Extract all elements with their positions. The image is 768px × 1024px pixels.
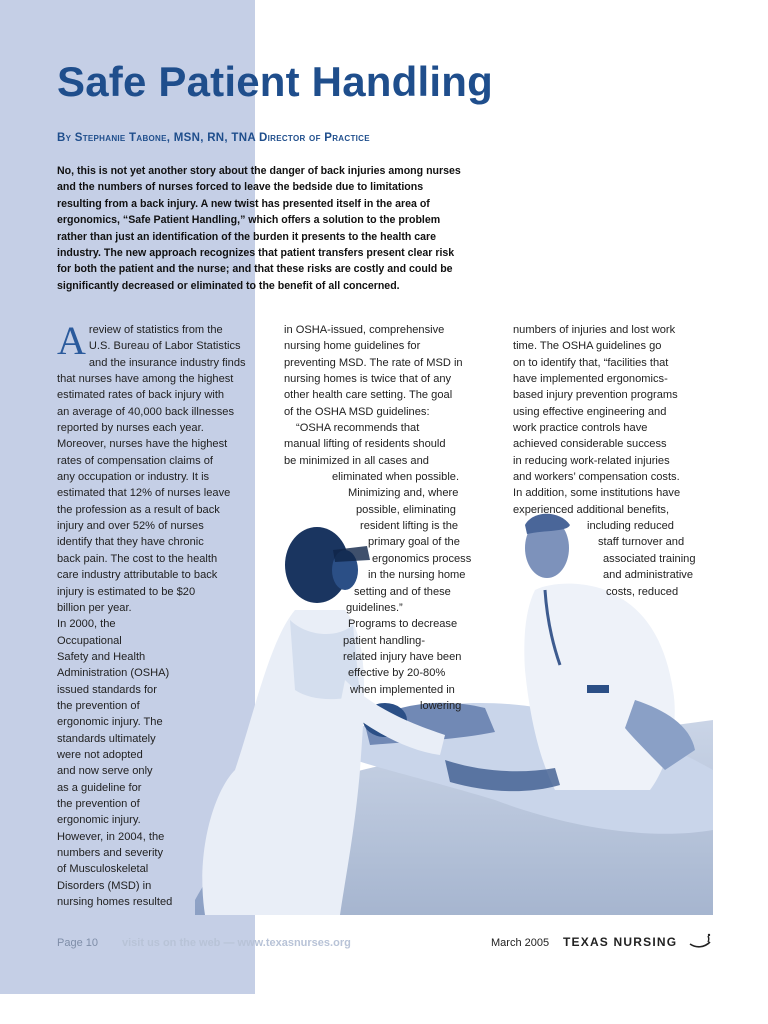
- col3-line: costs, reduced: [606, 585, 679, 598]
- column-1-text: [57, 318, 262, 910]
- col3-line: in reducing work-related injuries: [513, 454, 670, 467]
- col3-line: using effective engineering and: [513, 405, 667, 418]
- column-1-line: an average of 40,000 back illnesses: [57, 405, 235, 418]
- column-1-line: that nurses have among the highest: [57, 373, 234, 386]
- col2-line: when implemented in: [350, 683, 455, 696]
- article-column-1: [57, 318, 262, 910]
- column-1-line: estimated that 12% of nurses leave: [57, 487, 231, 500]
- col2-line: nursing home guidelines for: [284, 340, 421, 353]
- column-1-line: numbers and severity: [57, 847, 164, 859]
- col2-line: nursing homes is twice that of any: [284, 373, 452, 386]
- col2-line: ergonomics process: [372, 552, 472, 565]
- col2-line: patient handling-: [343, 634, 426, 647]
- column-1-line: Administration (OSHA): [57, 667, 170, 680]
- column-1-line: Moreover, nurses have the highest: [57, 438, 228, 451]
- col2-line: preventing MSD. The rate of MSD in: [284, 356, 463, 369]
- col3-line: achieved considerable success: [513, 438, 667, 451]
- column-1-line: nursing homes resulted: [57, 896, 173, 909]
- col3-line: experienced additional benefits,: [513, 503, 670, 516]
- col3-line: based injury prevention programs: [513, 389, 678, 402]
- column-1-line: U.S. Bureau of Labor Statistics: [88, 340, 241, 353]
- col3-line: In addition, some institutions have: [513, 487, 681, 500]
- col3-line: and administrative: [603, 569, 694, 582]
- article-column-2: [284, 322, 494, 714]
- col2-line: lowering: [420, 699, 462, 712]
- column-1-line: Occupational: [57, 634, 122, 647]
- drop-cap: A: [57, 318, 86, 363]
- col2-line: in OSHA-issued, comprehensive: [284, 324, 445, 336]
- column-1-line: injury and over 52% of nurses: [57, 520, 204, 533]
- column-1-line: back pain. The cost to the health: [57, 552, 218, 565]
- col2-line: Minimizing and, where: [348, 487, 459, 500]
- article-lead-paragraph: No, this is not yet another story about the danger of back injuries among nurses and the numbers of nurses forced to leave the bedside due to limitations resulting from a back injury. A new twist has presented itself in the area of ergonomics, “Safe Patient Handling,” which offers a solution to the problem rather than just an identification of the burden it presents to the health care industry. The new approach recognizes that patient transfers present clear risk for both the patient and the nurse; and that these risks are costly and could be significantly decreased or eliminated to the benefit of all concerned.: [57, 165, 461, 292]
- col3-line: staff turnover and: [598, 536, 685, 549]
- col2-line: in the nursing home: [368, 569, 466, 582]
- column-1-line: and now serve only: [57, 765, 153, 778]
- page-number: Page 10: [57, 937, 98, 949]
- column-1-line: ergonomic injury. The: [57, 716, 163, 729]
- column-1-line: as a guideline for: [57, 781, 142, 794]
- col3-line: including reduced: [587, 520, 674, 533]
- column-1-line: Safety and Health: [57, 650, 146, 663]
- column-1-line: any occupation or industry. It is: [57, 471, 210, 484]
- col2-line: manual lifting of residents should: [284, 438, 446, 451]
- col3-line: have implemented ergonomics-: [513, 373, 668, 386]
- column-1-line: estimated rates of back injury with: [57, 389, 225, 402]
- col3-line: numbers of injuries and lost work: [513, 324, 676, 336]
- col2-line: setting and of these: [354, 585, 451, 598]
- col2-line: “OSHA recommends that: [296, 422, 420, 435]
- col2-line: eliminated when possible.: [332, 471, 460, 484]
- column-1-line: rates of compensation claims of: [57, 454, 214, 467]
- column-1-line: reported by nurses each year.: [57, 422, 204, 435]
- column-1-line: identify that they have chronic: [57, 536, 204, 549]
- col2-line: related injury have been: [343, 650, 462, 663]
- column-1-line: issued standards for: [57, 683, 157, 696]
- column-1-line: Disorders (MSD) in: [57, 879, 152, 892]
- col2-line: effective by 20-80%: [348, 667, 446, 680]
- magazine-logo-icon: [688, 932, 714, 950]
- magazine-name: TEXAS NURSING: [563, 935, 678, 949]
- col2-line: other health care setting. The goal: [284, 389, 453, 402]
- col3-line: time. The OSHA guidelines go: [513, 340, 662, 353]
- column-1-line: of Musculoskeletal: [57, 863, 149, 876]
- column-1-line: billion per year.: [57, 601, 132, 614]
- col2-line: primary goal of the: [368, 536, 460, 549]
- column-1-line: care industry attributable to back: [57, 569, 218, 582]
- col2-line: of the OSHA MSD guidelines:: [284, 405, 430, 418]
- column-1-line: ergonomic injury.: [57, 814, 141, 827]
- col2-line: guidelines.”: [346, 601, 403, 614]
- col2-line: Programs to decrease: [348, 618, 458, 631]
- column-1-line: and the insurance industry finds: [88, 356, 246, 369]
- column-1-line: review of statistics from the: [88, 324, 223, 336]
- col3-line: and workers’ compensation costs.: [513, 471, 680, 484]
- column-1-line: the prevention of: [57, 699, 140, 712]
- article-byline: By Stephanie Tabone, MSN, RN, TNA Director of Practice: [57, 132, 370, 144]
- article-title: Safe Patient Handling: [57, 58, 493, 105]
- column-1-line: In 2000, the: [57, 618, 116, 631]
- column-1-line: the prevention of: [57, 797, 140, 810]
- col2-line: possible, eliminating: [356, 503, 456, 516]
- column-1-line: the profession as a result of back: [57, 503, 220, 516]
- column-1-line: However, in 2004, the: [57, 830, 165, 843]
- issue-date: March 2005: [491, 937, 550, 949]
- col3-line: associated training: [603, 552, 696, 565]
- col3-line: on to identify that, “facilities that: [513, 356, 669, 369]
- column-1-line: injury is estimated to be $20: [57, 585, 196, 598]
- article-column-3: [513, 322, 713, 600]
- column-1-line: standards ultimately: [57, 732, 156, 745]
- col2-line: resident lifting is the: [360, 520, 459, 533]
- column-1-line: were not adopted: [57, 748, 143, 761]
- col2-line: be minimized in all cases and: [284, 454, 429, 467]
- col3-line: work practice controls have: [513, 422, 648, 435]
- website-link[interactable]: visit us on the web — www.texasnurses.org: [122, 937, 351, 949]
